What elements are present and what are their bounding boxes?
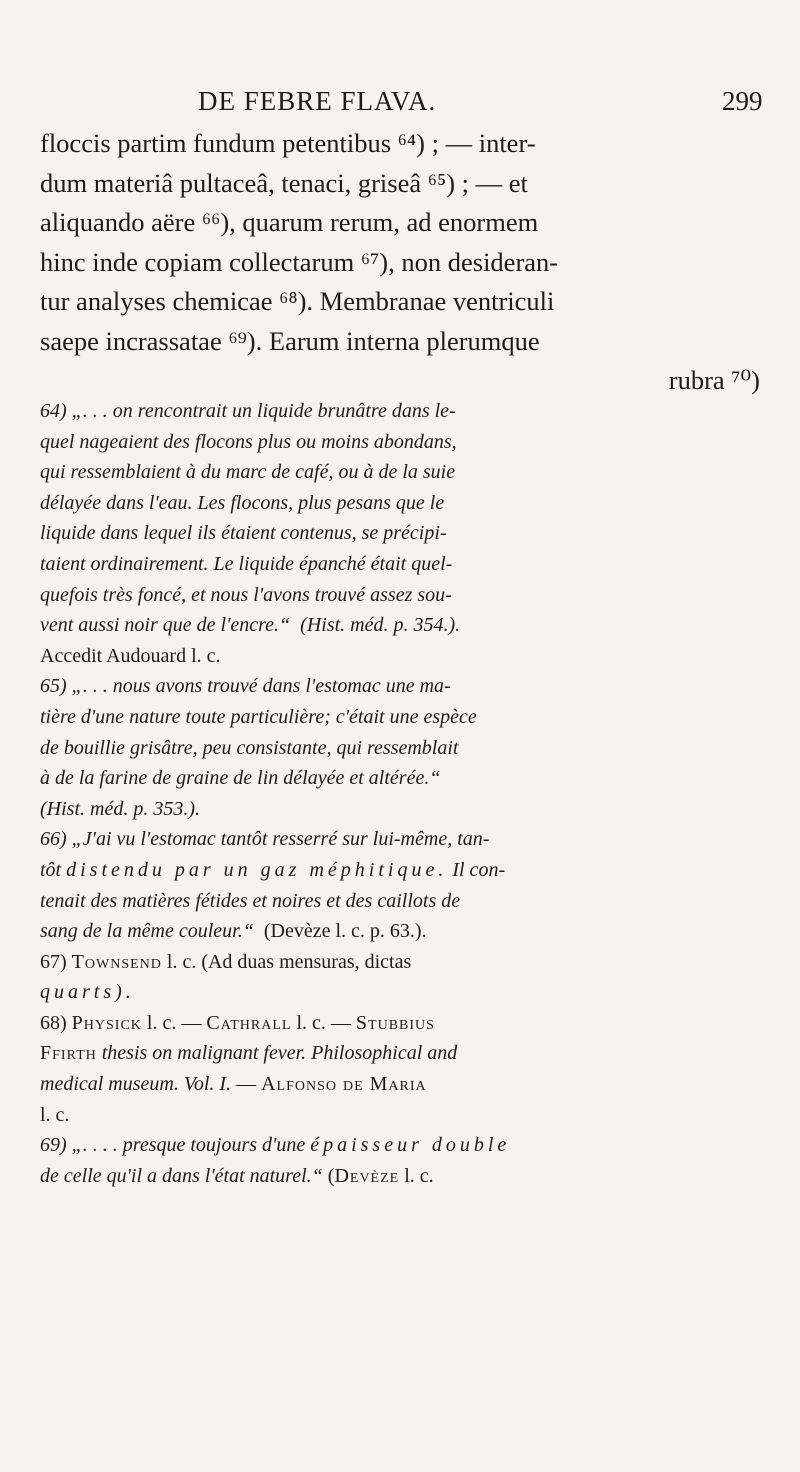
spaced-emphasis: quarts). (40, 981, 135, 1004)
running-title: DE FEBRE FLAVA. (198, 86, 437, 116)
text-line: aliquando aëre ⁶⁶), quarum rerum, ad enormem (40, 207, 539, 237)
text-line: floccis partim fundum petentibus ⁶⁴) ; — inter- (40, 128, 536, 158)
footnote-67: 67) Townsend l. c. (Ad duas mensuras, dictas (40, 950, 412, 973)
footnote-64: 64) „. . . on rencontrait un liquide brunâtre dans le- (40, 400, 456, 422)
citation: (Hist. méd. p. 354.). (300, 614, 461, 637)
text-line: tur analyses chemicae ⁶⁸). Membranae ventriculi (40, 286, 555, 316)
text-line: dum materiâ pultaceâ, tenaci, griseâ ⁶⁵) ; — et (40, 167, 528, 198)
text-line: hinc inde copiam collectarum ⁶⁷), non desideran- (40, 246, 559, 277)
footnote-65: 65) „. . . nous avons trouvé dans l'estomac une ma- (40, 675, 451, 698)
running-header (0, 86, 800, 126)
spaced-emphasis: épaisseur double (310, 1134, 511, 1157)
author-name: Cathrall (206, 1011, 292, 1034)
text-line-last: rubra ⁷⁰) (668, 365, 760, 395)
text-line: saepe incrassatae ⁶⁹). Earum interna plerumque (40, 325, 540, 356)
footnote-66: 66) „J'ai vu l'estomac tantôt resserré sur lui-même, tan- (40, 828, 490, 851)
citation: (Devèze l. c. p. 63.). (263, 920, 427, 943)
author-name: Townsend (71, 950, 162, 973)
footnote-69: 69) „. . . . presque toujours d'une épaisseur double (40, 1134, 511, 1157)
citation: (Hist. méd. p. 353.). (40, 797, 200, 820)
page-number: 299 (722, 86, 763, 116)
author-name: Alfonso de Maria (261, 1073, 427, 1096)
main-text (40, 124, 760, 401)
footnotes: 64) „. . . on rencontrait un liquide brunâtre dans le- quel nageaient des flocons plus ou moins abondans, qui ressemblaient à du marc de café, ou à de la suie délayée dans l'eau. Les flocons, plus pesans que le liquide dans lequel ils étaient contenus, se précipi- taient ordinairement. Le liquide épanché était quel- quefois très foncé, et nous l'avons trouvé assez sou- vent aussi noir que de l'encre.“ (Hist. méd. p. 354.). Accedit Audouard l. c. 65) „. . . nous avons trouvé dans l'estomac une ma- tière d'une nature toute particulière; c'était une espèce de bouillie grisâtre, peu consistante, qui ressemblait à de la farine de graine de lin délayée et altérée.“ (Hist. méd. p. 353.). 66) „J'ai vu l'estomac tantôt resserré sur lui-même, tan- tôt distendu par un gaz méphitique. Il con- tenait des matières fétides et noires et des caillots de sang de la même couleur.“ (Devèze l. c. p. 63.). 67) Townsend l. c. (Ad duas mensuras, dictas quarts). 68) Physick l. c. — Cathrall l. c. — Stubbius Ffirth thesis on malignant fever. Philosophical and medical museum. Vol. I. — Alfonso de Maria l. c. 69) „. . . . presque toujours d'une épaisseur double de celle qu'il a dans l'état naturel.“ (Devèze l. c. (40, 396, 760, 1191)
footnote-68: 68) Physick l. c. — Cathrall l. c. — Stubbius (40, 1011, 435, 1034)
author-name: Physick (71, 1011, 142, 1034)
author-name: Stubbius (355, 1011, 435, 1034)
author-name: Devèze (334, 1164, 400, 1187)
spaced-emphasis: distendu par un gaz méphitique. (66, 858, 448, 881)
author-name: Ffirth (40, 1042, 97, 1065)
